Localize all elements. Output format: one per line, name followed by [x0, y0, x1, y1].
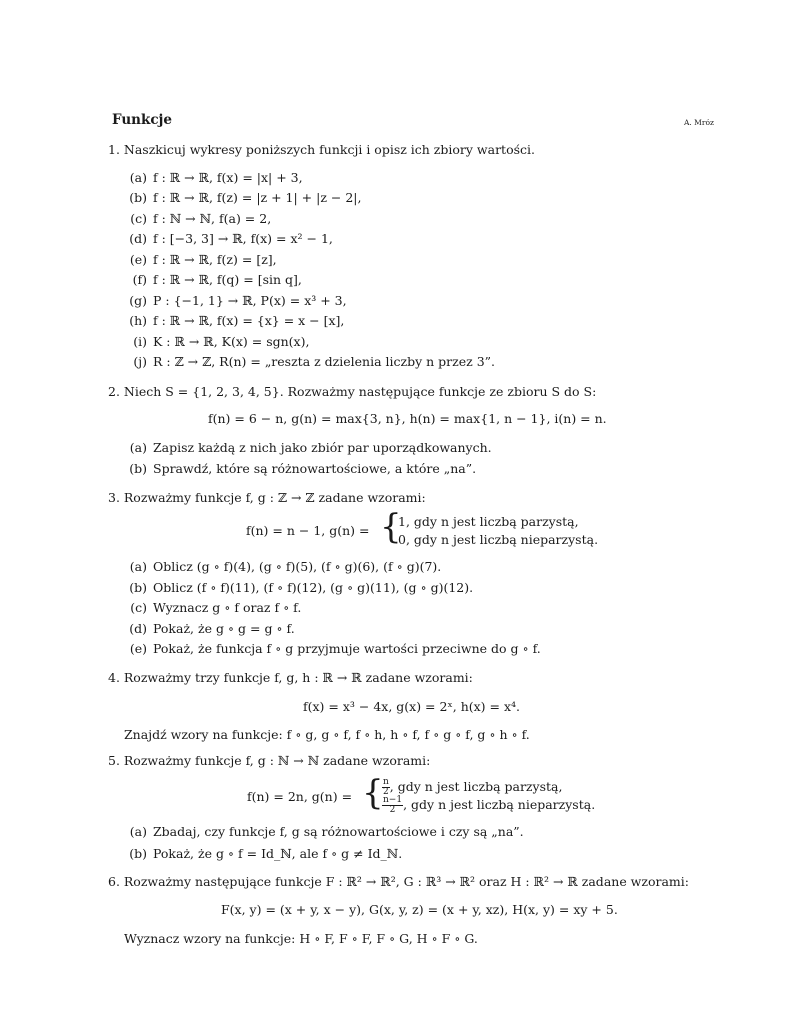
list-item: (h) f : ℝ → ℝ, f(x) = {x} = x − [x], [129, 313, 345, 328]
problem-3-formula: f(n) = n − 1, g(n) = [246, 523, 370, 538]
problem-3-lead: 3. Rozważmy funkcje f, g : ℤ → ℤ zadane wzorami: [108, 490, 426, 505]
case-line: 1, gdy n jest liczbą parzystą, [398, 514, 579, 529]
page-title: Funkcje [112, 112, 173, 128]
list-item: (a) Oblicz (g ∘ f)(4), (g ∘ f)(5), (f ∘ g)(6), (f ∘ g)(7). [129, 559, 442, 574]
problem-5-formula: f(n) = 2n, g(n) = [247, 789, 353, 804]
problem-1-lead: 1. Naszkicuj wykresy poniższych funkcji i opisz ich zbiory wartości. [108, 142, 535, 157]
list-item: (j) R : ℤ → ℤ, R(n) = „reszta z dzielenia liczby n przez 3”. [133, 354, 496, 369]
problem-4-task: Znajdź wzory na funkcje: f ∘ g, g ∘ f, f ∘ h, h ∘ f, f ∘ g ∘ f, g ∘ h ∘ f. [124, 727, 530, 742]
problem-2-lead: 2. Niech S = {1, 2, 3, 4, 5}. Rozważmy następujące funkcje ze zbioru S do S: [108, 384, 597, 399]
list-item: (b) f : ℝ → ℝ, f(z) = |z + 1| + |z − 2|, [129, 190, 362, 205]
fraction: $\frac{n-1}{2}$ [383, 795, 403, 815]
list-item: (c) Wyznacz g ∘ f oraz f ∘ f. [130, 600, 302, 615]
list-item: (a) Zapisz każdą z nich jako zbiór par uporządkowanych. [129, 440, 492, 455]
cases-brace: { [380, 507, 402, 547]
problem-5-lead: 5. Rozważmy funkcje f, g : ℕ → ℕ zadane wzorami: [108, 753, 431, 768]
list-item: (e) Pokaż, że funkcja f ∘ g przyjmuje wartości przeciwne do g ∘ f. [129, 641, 541, 656]
list-item: (c) f : ℕ → ℕ, f(a) = 2, [130, 211, 272, 226]
case-line: 0, gdy n jest liczbą nieparzystą. [398, 532, 599, 547]
list-item: (i) K : ℝ → ℝ, K(x) = sgn(x), [133, 334, 310, 349]
list-item: (d) Pokaż, że g ∘ g = g ∘ f. [129, 621, 295, 636]
cases-brace: { [362, 773, 384, 813]
case-line: $\frac{n}{2}$ , gdy n jest liczbą parzystą, [383, 777, 563, 797]
author-name: A. Mróz [684, 118, 714, 127]
list-item: (f) f : ℝ → ℝ, f(q) = [sin q], [132, 272, 302, 287]
list-item: (b) Oblicz (f ∘ f)(11), (f ∘ f)(12), (g ∘ g)(11), (g ∘ g)(12). [129, 580, 474, 595]
problem-4-lead: 4. Rozważmy trzy funkcje f, g, h : ℝ → ℝ zadane wzorami: [108, 670, 473, 685]
list-item: (b) Sprawdź, które są różnowartościowe, a które „na”. [129, 461, 477, 476]
list-item: (a) f : ℝ → ℝ, f(x) = |x| + 3, [129, 170, 303, 185]
case-line: $\frac{n-1}{2}$ , gdy n jest liczbą nieparzystą. [383, 795, 596, 815]
problem-6-formula: F(x, y) = (x + y, x − y), G(x, y, z) = (x + y, xz), H(x, y) = xy + 5. [221, 902, 618, 917]
problem-6-task: Wyznacz wzory na funkcje: H ∘ F, F ∘ F, F ∘ G, H ∘ F ∘ G. [124, 931, 478, 946]
problem-6-lead: 6. Rozważmy następujące funkcje F : ℝ² → ℝ², G : ℝ³ → ℝ² oraz H : ℝ² → ℝ zadane wzorami: [108, 874, 689, 889]
list-item: (d) f : [−3, 3] → ℝ, f(x) = x² − 1, [129, 231, 333, 246]
problem-2-formula: f(n) = 6 − n, g(n) = max{3, n}, h(n) = max{1, n − 1}, i(n) = n. [208, 411, 607, 426]
list-item: (g) P : {−1, 1} → ℝ, P(x) = x³ + 3, [129, 293, 347, 308]
list-item: (e) f : ℝ → ℝ, f(z) = [z], [129, 252, 277, 267]
problem-4-formula: f(x) = x³ − 4x, g(x) = 2ˣ, h(x) = x⁴. [303, 699, 521, 714]
fraction: $\frac{n}{2}$ [383, 777, 389, 797]
list-item: (a) Zbadaj, czy funkcje f, g są różnowartościowe i czy są „na”. [129, 824, 524, 839]
list-item: (b) Pokaż, że g ∘ f = Id_ℕ, ale f ∘ g ≠ Id_ℕ. [129, 846, 403, 861]
